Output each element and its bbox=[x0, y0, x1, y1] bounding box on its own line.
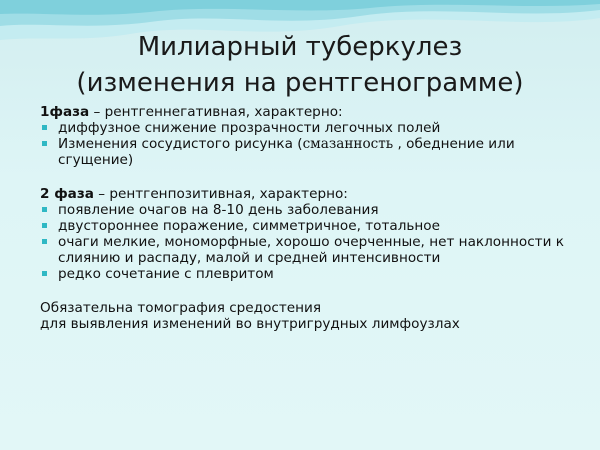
list-item-text: , обеднение или сгущение) bbox=[58, 136, 515, 168]
list-item bbox=[40, 266, 580, 282]
bullet-square-icon bbox=[42, 271, 47, 276]
phase-2-label: 2 фаза bbox=[40, 186, 94, 202]
bullet-square-icon bbox=[42, 207, 47, 212]
slide-content bbox=[40, 104, 580, 332]
list-item bbox=[40, 218, 580, 234]
bullet-square-icon bbox=[42, 125, 47, 130]
spacer bbox=[40, 168, 580, 186]
phase-2-description: – рентгенпозитивная, характерно: bbox=[93, 186, 348, 202]
note-line-1: Обязательна томография средостения bbox=[40, 300, 322, 316]
spacer bbox=[40, 282, 580, 300]
list-item-text: редко сочетание с плевритом bbox=[58, 266, 274, 282]
phase-2-heading bbox=[40, 186, 580, 202]
list-item-text-serif: смазанность bbox=[302, 136, 394, 152]
bullet-square-icon bbox=[42, 239, 47, 244]
list-item bbox=[40, 120, 580, 136]
phase-2-list bbox=[40, 202, 580, 282]
list-item bbox=[40, 136, 580, 168]
phase-1-heading bbox=[40, 104, 580, 120]
list-item-text: появление очагов на 8-10 день заболевания bbox=[58, 202, 379, 218]
phase-1-list bbox=[40, 120, 580, 168]
list-item bbox=[40, 202, 580, 218]
bullet-square-icon bbox=[42, 223, 47, 228]
list-item-text: Изменения сосудистого рисунка ( bbox=[58, 136, 303, 152]
phase-1-label: 1фаза bbox=[40, 104, 90, 120]
list-item-text: двустороннее поражение, симметричное, тотальное bbox=[58, 218, 440, 234]
slide-title-line-1: Милиарный туберкулез bbox=[137, 32, 463, 62]
list-item bbox=[40, 234, 580, 266]
slide-title-line-2: (изменения на рентгенограмме) bbox=[76, 68, 524, 98]
list-item-text: диффузное снижение прозрачности легочных полей bbox=[58, 120, 441, 136]
note-line-2: для выявления изменений во внутригрудных лимфоузлах bbox=[40, 316, 460, 332]
phase-1-description: – рентгеннегативная, характерно: bbox=[89, 104, 343, 120]
list-item-text: очаги мелкие, мономорфные, хорошо очерченные, нет наклонности к слиянию и распаду, малой и средней интенсивности bbox=[58, 234, 564, 266]
bullet-square-icon bbox=[42, 141, 47, 146]
